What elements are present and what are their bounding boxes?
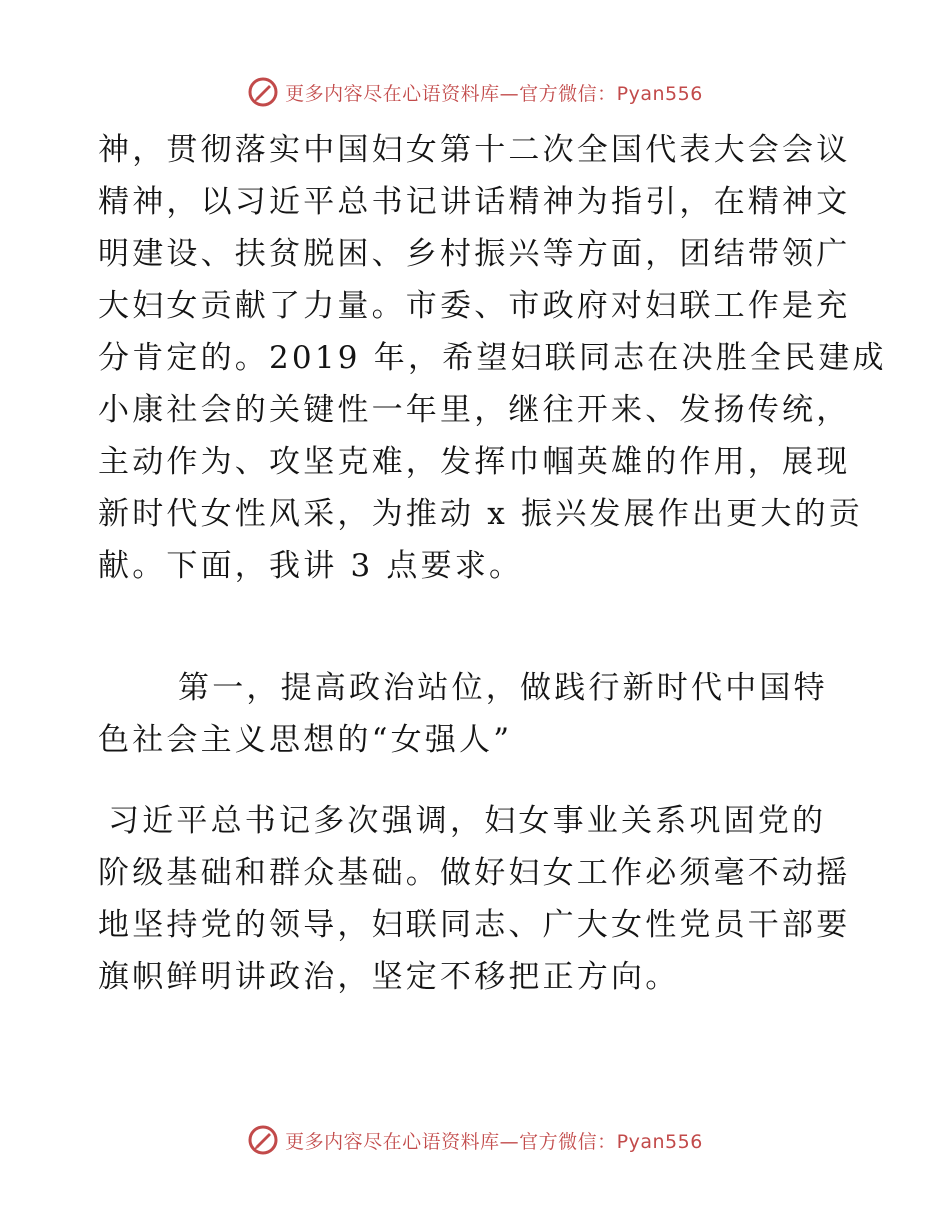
heading-line: 第一，提高政治站位，做践行新时代中国特 xyxy=(178,670,828,706)
text-line: 明建设、扶贫脱困、乡村振兴等方面，团结带领广 xyxy=(98,236,851,272)
text-line: 阶级基础和群众基础。做好妇女工作必须毫不动摇 xyxy=(98,855,851,891)
banner-dash: — xyxy=(499,1130,520,1153)
text-line: 习近平总书记多次强调，妇女事业关系巩固党的 xyxy=(108,803,827,839)
pen-circle-logo-icon xyxy=(247,76,279,108)
banner-wechat-text: 官方微信：Pyan556 xyxy=(519,1130,703,1153)
paragraph-2 xyxy=(98,795,858,1003)
text-line: 分肯定的。2019 年，希望妇联同志在决胜全民建成 xyxy=(98,340,887,376)
paragraph-1 xyxy=(98,124,887,592)
banner-wechat-text: 官方微信：Pyan556 xyxy=(519,82,703,105)
banner-dash: — xyxy=(499,82,520,105)
text-line: 精神，以习近平总书记讲话精神为指引，在精神文 xyxy=(98,184,851,220)
header-banner-text xyxy=(285,79,703,106)
text-line: 新时代女性风采，为推动 x 振兴发展作出更大的贡 xyxy=(98,496,863,532)
banner-main-text: 更多内容尽在心语资料库 xyxy=(285,82,500,105)
text-line: 旗帜鲜明讲政治，坚定不移把正方向。 xyxy=(98,959,680,995)
pen-circle-logo-icon xyxy=(247,1124,279,1156)
text-line: 大妇女贡献了力量。市委、市政府对妇联工作是充 xyxy=(98,288,851,324)
footer-banner-text xyxy=(285,1127,703,1154)
text-line: 献。下面，我讲 3 点要求。 xyxy=(98,548,524,584)
footer-banner xyxy=(0,1120,950,1160)
banner-main-text: 更多内容尽在心语资料库 xyxy=(285,1130,500,1153)
section-heading xyxy=(98,662,858,766)
header-banner xyxy=(0,72,950,112)
text-line: 神，贯彻落实中国妇女第十二次全国代表大会会议 xyxy=(98,132,851,168)
text-line: 地坚持党的领导，妇联同志、广大女性党员干部要 xyxy=(98,907,851,943)
heading-line: 色社会主义思想的“女强人” xyxy=(98,722,513,758)
text-line: 小康社会的关键性一年里，继往开来、发扬传统， xyxy=(98,392,851,428)
text-line: 主动作为、攻坚克难，发挥巾帼英雄的作用，展现 xyxy=(98,444,851,480)
